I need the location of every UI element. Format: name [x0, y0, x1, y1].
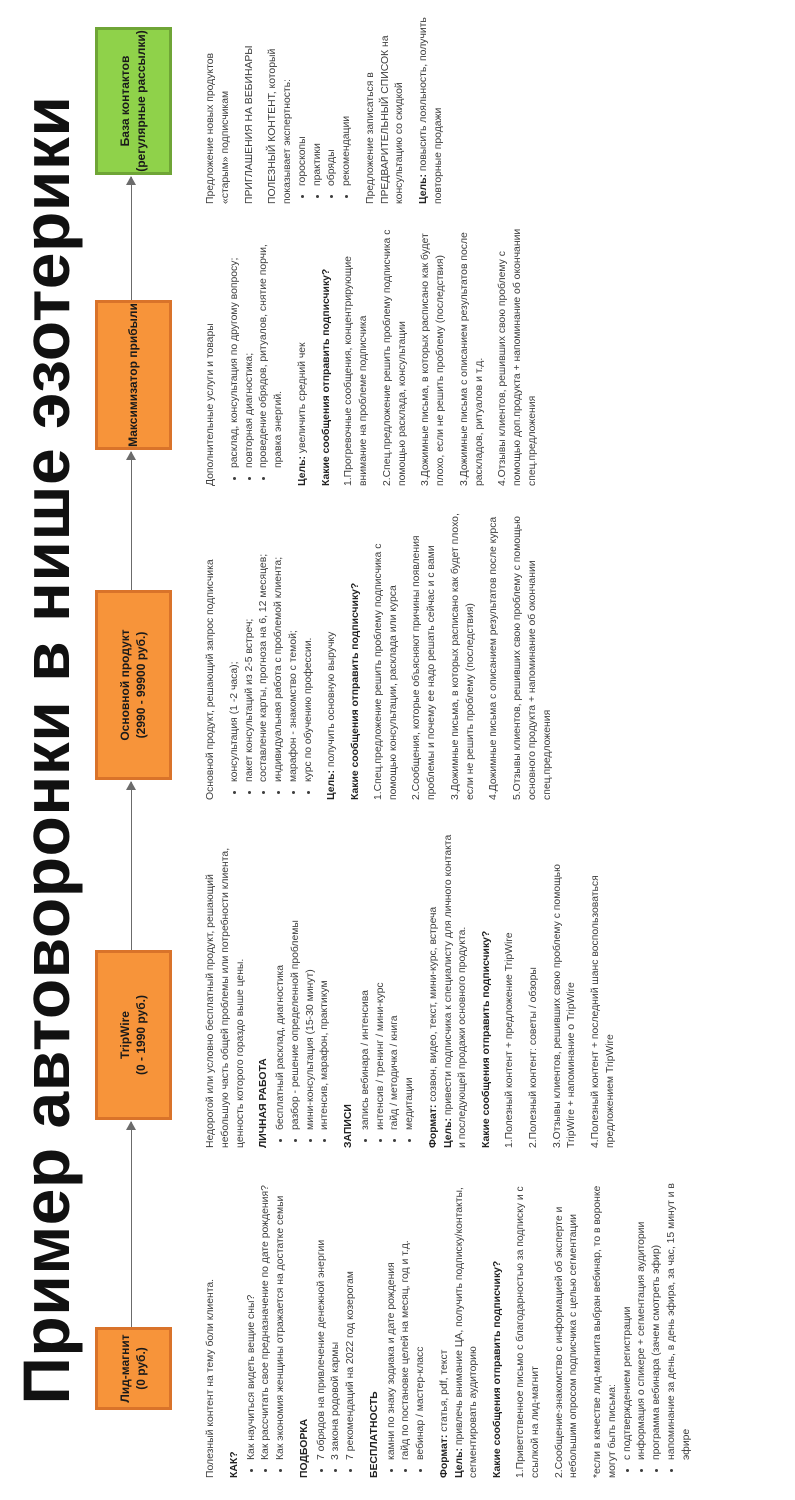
goal-line [442, 830, 472, 1148]
message-item: 3.Дожимные письма, в которых расписано как будет плохо, если не решить проблему (последствия) [449, 513, 476, 800]
format-line [438, 1160, 453, 1478]
column-intro: Недорогой или условно бесплатный продукт, решающий небольшую часть общей проблемы или потребности клиента, ценность которого гораздо выше цены. [205, 847, 246, 1148]
bullet-list [621, 1160, 695, 1478]
column-paragraph: ПРИГЛАШЕНИЯ НА ВЕБИНАРЫ [243, 45, 255, 204]
message-item: 4.Отзывы клиентов, решивших свою проблему с помощью доп.продукта + напоминание об окончании спец.предложения [497, 228, 539, 486]
list-item: • проведение обрядов, ритуалов, снятие порчи, правка энергий. [257, 218, 287, 468]
list-item: • курс по обучению профессии. [302, 500, 317, 782]
list-item: • пакет консультаций из 2-5 встреч; [243, 500, 258, 782]
bullet-list [228, 218, 287, 486]
goal-line [296, 218, 311, 486]
messages-heading: Какие сообщения отправить подписчику? [481, 930, 493, 1148]
list-item: • программа вебинара (зачем смотреть эфир) [650, 1160, 665, 1460]
list-item: • разбор - решение определенной проблемы [289, 830, 304, 1130]
stage-box-contact-base [95, 27, 172, 175]
list-item: • Как научиться видеть вещие сны? [245, 1160, 260, 1460]
messages-heading: Какие сообщения отправить подписчику? [350, 582, 362, 800]
message-item: 1.Прогревочные сообщения, концентрирующие внимание на проблеме подписчика [343, 256, 370, 486]
message-item: 1.Полезный контент + предложение TripWire [504, 932, 516, 1148]
list-item: • напоминание за день, в день эфира, за час, 15 минут и в эфире [665, 1160, 695, 1460]
messages-heading: Какие сообщения отправить подписчику? [320, 268, 332, 486]
message-item: 2.Полезный контент: советы / обзоры [527, 967, 539, 1148]
bullet-list [228, 500, 317, 800]
stage-title: Основной продукт [117, 629, 132, 741]
column-intro: Полезный контент на тему боли клиента. [205, 1278, 216, 1478]
stage-box-lead-magnet [95, 1327, 172, 1410]
format-label: Формат: [427, 1104, 439, 1148]
stage-price: (регулярные рассылки) [133, 30, 148, 172]
message-item: 2.Сообщение-знакомство с информацией об эксперте и небольшим опросом подписчика с целью сегментации [553, 1206, 580, 1478]
goal-line [325, 500, 340, 800]
column-intro: Дополнительные услуги и товары [205, 323, 216, 486]
section-heading: КАК? [228, 1451, 240, 1478]
list-item: • 7 обрядов на привлечение денежной энергии [315, 1160, 330, 1460]
messages-heading: Какие сообщения отправить подписчику? [492, 1260, 504, 1478]
goal-text: увеличить средний чек [296, 342, 308, 457]
column-lead-magnet [204, 1160, 703, 1478]
list-item: • запись вебинара / интенсива [359, 830, 374, 1130]
column-paragraph: ПОЛЕЗНЫЙ КОНТЕНТ, который показывает экспертность: [267, 48, 294, 204]
flow-arrow [131, 1122, 132, 1327]
bullet-list [274, 830, 333, 1148]
goal-text: получить основную выручку [326, 631, 338, 771]
format-line [427, 830, 442, 1148]
stage-box-profit-maximizer [95, 300, 172, 450]
goal-label: Цель: [296, 456, 308, 486]
format-label: Формат: [438, 1434, 450, 1478]
message-item: 4.Дожимные письма с описанием результатов после курса [488, 516, 500, 800]
stage-price: (0 руб.) [133, 1347, 148, 1390]
column-intro: Основной продукт, решающий запрос подписчика [205, 559, 216, 800]
message-item: 3.Дожимные письма, в которых расписано как будет плохо, если не решить проблему (последствия) [420, 233, 447, 486]
goal-text: повысить лояльность, получить повторные продажи [418, 17, 444, 204]
list-item: • 7 рекомендаций на 2022 год козерогам [344, 1160, 359, 1460]
flow-arrow [131, 782, 132, 950]
list-item: • индивидуальная работа с проблемой клиента; [272, 500, 287, 782]
bullet-list [385, 1160, 429, 1478]
goal-line [453, 1160, 483, 1478]
list-item: • составление карты, прогноза на 6, 12 месяцев; [257, 500, 272, 782]
list-item: • практики [311, 8, 326, 186]
stage-price: (0 - 1990 руб.) [133, 995, 148, 1075]
list-item: • 3 закона родовой кармы [329, 1160, 344, 1460]
stage-price: (2990 - 99900 руб.) [133, 631, 148, 739]
list-item: • гороскопы [296, 8, 311, 186]
bullet-list [245, 1160, 289, 1478]
list-item: • мини-консультация (15-30 минут) [304, 830, 319, 1130]
list-item: • повторная диагностика; [243, 218, 258, 468]
bullet-list [359, 830, 418, 1148]
column-contact-base [204, 8, 456, 204]
column-profit-maximizer [204, 218, 550, 486]
goal-label: Цель: [326, 770, 338, 800]
message-item: 4.Полезный контент + последний шанс воспользоваться предложением TripWire [590, 875, 616, 1148]
goal-text: привлечь внимание ЦА, получить подписку/контакты, сегментировать аудиторию [453, 1187, 480, 1478]
goal-label: Цель: [418, 174, 430, 204]
flow-arrow [131, 452, 132, 590]
message-item: 3.Отзывы клиентов, решивших свою проблему с помощью TripWire + напоминание о TripWire [551, 864, 578, 1148]
list-item: • интенсив / тренинг / мини-курс [374, 830, 389, 1130]
message-item: 1.Спец.предложение решить проблему подписчика с помощью консультации, расклада или курса [372, 543, 399, 800]
flow-arrow [131, 177, 132, 300]
list-item: • консультация (1 -2 часа); [228, 500, 243, 782]
webinar-note: *если в качестве лид-магнита выбран вебинар, то в воронке могут быть письма: [592, 1185, 618, 1478]
column-main-product [204, 500, 565, 800]
message-item: 1.Приветственное письмо с благодарностью за подписку и с ссылкой на лид-магнит [515, 1186, 541, 1478]
message-item: 2.Сообщения, которые объясняют причины появления проблемы и почему ее надо решать сейчас и с вами [411, 535, 438, 800]
list-item: • бесплатный расклад, диагностика [274, 830, 289, 1130]
goal-label: Цель: [453, 1448, 465, 1478]
list-item: • гайд / методичка / книга [388, 830, 403, 1130]
section-heading: ЗАПИСИ [343, 1104, 355, 1148]
stage-title: Лид-магнит [117, 1334, 132, 1403]
list-item: • информация о спикере + сегментация аудитории [635, 1160, 650, 1460]
list-item: • с подтверждением регистрации [621, 1160, 636, 1460]
section-heading: ПОДБОРКА [298, 1418, 310, 1478]
column-tripwire [204, 830, 628, 1148]
list-item: • обряды [325, 8, 340, 186]
message-item: 2.Спец.предложение решить проблему подписчика с помощью расклада, консультации [381, 229, 408, 486]
stage-title: TripWire [117, 1011, 132, 1059]
format-text: статья, pdf, текст [438, 1349, 450, 1435]
list-item: • Как рассчитать свое предназначение по дате рождения? [259, 1160, 274, 1460]
list-item: • камни по знаку зодиака и дате рождения [385, 1160, 400, 1460]
page-title: Пример автоворонки в нише эзотерики [9, 95, 83, 1405]
list-item: • интенсив, марафон, практикум [318, 830, 333, 1130]
section-heading: ЛИЧНАЯ РАБОТА [258, 1058, 270, 1148]
format-text: созвон, видео, текст, мини-курс, встреча [427, 906, 439, 1105]
column-paragraph: Предложение новых продуктов «старым» подписчикам [205, 52, 231, 204]
list-item: • рекомендации [340, 8, 355, 186]
bullet-list [315, 1160, 359, 1478]
stage-title: Максимизатор прибыли [125, 303, 140, 447]
message-item: 5.Отзывы клиентов, решивших свою проблему с помощью основного продукта + напоминание об окончании спец.предложения [512, 516, 553, 800]
goal-text: привести подписчика к специалисту для личного контакта и последующей продажи основного продукта. [442, 834, 469, 1148]
section-heading: БЕСПЛАТНОСТЬ [368, 1391, 380, 1478]
message-item: 3.Дожимные письма с описанием результатов после раскладов, ритуалов и т.д. [458, 232, 485, 486]
column-paragraph: Предложение записаться в ПРЕДВАРИТЕЛЬНЫЙ СПИСОК на консультацию со скидкой [364, 35, 406, 204]
stage-title: База контактов [117, 55, 132, 147]
stage-box-tripwire [95, 950, 172, 1120]
goal-label: Цель: [442, 1118, 454, 1148]
goal-line [417, 8, 447, 204]
stage-box-main-product [95, 590, 172, 780]
list-item: • медитации [403, 830, 418, 1130]
list-item: • гайд по постановке целей на месяц, год и т.д. [399, 1160, 414, 1460]
list-item: • марафон - знакомство с темой; [287, 500, 302, 782]
list-item: • расклад, консультация по другому вопросу; [228, 218, 243, 468]
list-item: • вебинар / мастер-класс [414, 1160, 429, 1460]
list-item: • Как экономия женщины отражается на достатке семьи [274, 1160, 289, 1460]
bullet-list [296, 8, 355, 204]
